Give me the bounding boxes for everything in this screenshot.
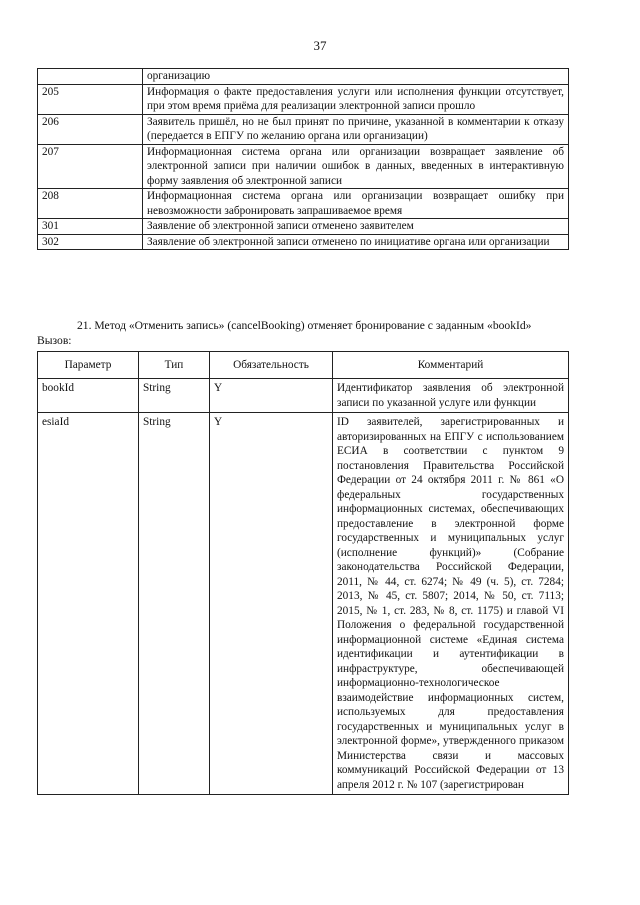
code-cell: 301 xyxy=(38,219,143,235)
description-cell: Информация о факте предоставления услуги или исполнения функции отсутствует, при этом время приёма для реализации электронной записи прошло xyxy=(143,84,569,114)
code-cell: 208 xyxy=(38,189,143,219)
param-cell: bookId xyxy=(38,379,139,413)
code-cell: 206 xyxy=(38,114,143,144)
table-row xyxy=(38,234,569,250)
page-number: 37 xyxy=(313,38,327,53)
description-cell: Заявление об электронной записи отменено заявителем xyxy=(143,219,569,235)
table-row xyxy=(38,114,569,144)
table-row xyxy=(38,379,569,413)
status-codes-table xyxy=(37,68,569,250)
code-cell: 302 xyxy=(38,234,143,250)
type-cell: String xyxy=(139,413,210,795)
description-cell: организацию xyxy=(143,69,569,85)
code-cell: 207 xyxy=(38,144,143,189)
table-row xyxy=(38,69,569,85)
parameters-table xyxy=(37,351,569,795)
code-cell: 205 xyxy=(38,84,143,114)
comment-cell: Идентификатор заявления об электронной записи по указанной услуге или функции xyxy=(333,379,569,413)
method-title: 21. Метод «Отменить запись» (cancelBooking) отменяет бронирование с заданным «bookId» xyxy=(77,319,532,332)
header-param: Параметр xyxy=(38,352,139,379)
required-cell: Y xyxy=(210,379,333,413)
table-row xyxy=(38,413,569,795)
description-cell: Заявитель пришёл, но не был принят по причине, указанной в комментарии к отказу (передается в ЕПГУ по желанию органа или организации) xyxy=(143,114,569,144)
table-row xyxy=(38,189,569,219)
description-cell: Заявление об электронной записи отменено по инициативе органа или организации xyxy=(143,234,569,250)
table-row xyxy=(38,144,569,189)
type-cell: String xyxy=(139,379,210,413)
comment-cell: ID заявителей, зарегистрированных и авторизированных на ЕПГУ с использованием ЕСИА в соответствии с пунктом 9 постановления Правительства Российской Федерации от 24 октября 2011 г. № 861 «О федеральных государственных информационных системах, обеспечивающих предоставление в электронной форме государственных и муниципальных услуг (исполнение функций)» (Собрание законодательства Российской Федерации, 2011, № 44, ст. 6274; № 49 (ч. 5), ст. 7284; 2013, № 45, ст. 5807; 2014, № 50, ст. 7113; 2015, № 1, ст. 283, № 8, ст. 1175) и главой VI Положения о федеральной государственной информационной системе «Единая система идентификации и аутентификации в инфраструктуре, обеспечивающей информационно-технологическое взаимодействие информационных систем, используемых для предоставления государственных и муниципальных услуг в электронной форме», утвержденного приказом Министерства связи и массовых коммуникаций Российской Федерации от 13 апреля 2012 г. № 107 (зарегистрирован xyxy=(333,413,569,795)
header-comment: Комментарий xyxy=(333,352,569,379)
description-cell: Информационная система органа или организации возвращает ошибку при невозможности забронировать запрашиваемое время xyxy=(143,189,569,219)
required-cell: Y xyxy=(210,413,333,795)
param-cell: esiaId xyxy=(38,413,139,795)
call-label: Вызов: xyxy=(37,334,72,347)
table-header-row xyxy=(38,352,569,379)
header-type: Тип xyxy=(139,352,210,379)
table-row xyxy=(38,84,569,114)
code-cell xyxy=(38,69,143,85)
description-cell: Информационная система органа или организации возвращает заявление об электронной записи при наличии ошибок в данных, введенных в интерактивную форму заявления об электронной записи xyxy=(143,144,569,189)
header-required: Обязательность xyxy=(210,352,333,379)
table-row xyxy=(38,219,569,235)
